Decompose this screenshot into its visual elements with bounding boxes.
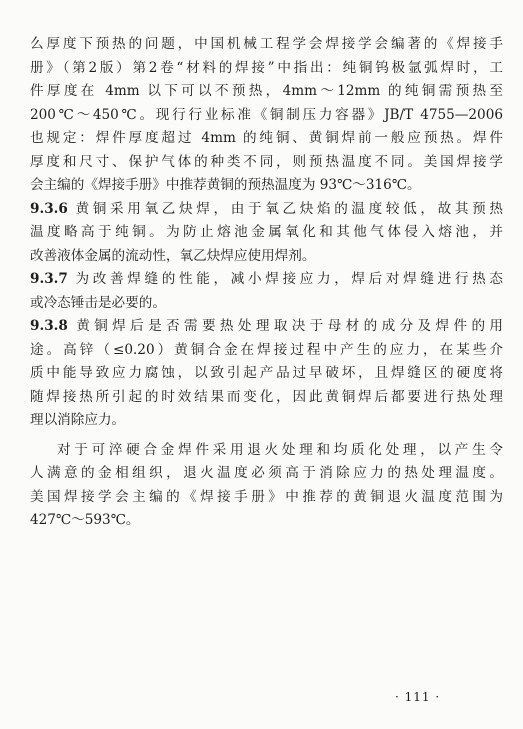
section-9-3-8 — [30, 315, 503, 433]
section-9-3-6 — [30, 198, 503, 269]
paragraph-preheat-thickness — [30, 33, 503, 198]
section-number: 9.3.6 — [30, 200, 68, 217]
text-line: 理以消除应力。 — [30, 412, 126, 428]
text-line: 厚度和尺寸、保护气体的种类不同，则预热温度不同。美国焊接学 — [30, 153, 503, 170]
text-line: 随焊接热所引起的时效结果而变化，因此黄铜焊后都要进行热处理 — [30, 388, 503, 405]
text-line: 人满意的金相组织，退火温度必须高于消除应力的热处理温度。 — [30, 465, 503, 481]
text-line: 也规定：焊件厚度超过 4mm 的纯铜、黄铜焊前一般应预热。焊件 — [30, 130, 503, 146]
text-line: 或冷态锤击是必要的。 — [30, 294, 166, 311]
paragraph-annealing — [30, 439, 503, 533]
text-line: 会主编的《焊接手册》中推荐黄铜的预热温度为 93℃～316℃。 — [30, 177, 421, 193]
section-number: 9.3.8 — [30, 318, 68, 334]
text-line: 改善液体金属的流动性，氧乙炔焊应使用焊剂。 — [30, 247, 316, 264]
section-9-3-7 — [30, 268, 503, 315]
text-line: 黄铜焊后是否需要热处理取决于母材的成分及焊件的用 — [71, 318, 503, 334]
text-line: 427℃～593℃。 — [30, 512, 140, 528]
main-text — [30, 33, 503, 533]
page-number: · 111 · — [395, 690, 441, 704]
text-line: 为改善焊缝的性能，减小焊接应力，焊后对焊缝进行热态 — [71, 271, 503, 287]
text-line: 途。高锌（≤0.20）黄铜合金在焊接过程中产生的应力，在某些介 — [30, 341, 503, 358]
text-line: 件厚度在 4mm 以下可以不预热，4mm～12mm 的纯铜需预热至 — [30, 83, 503, 99]
text-line: 么厚度下预热的问题，中国机械工程学会焊接学会编著的《焊接手 — [30, 36, 503, 52]
text-line: 质中能导致应力腐蚀，以致引起产品过早破坏，且焊缝区的硬度将 — [30, 365, 503, 381]
text-line: 温度略高于纯铜。为防止熔池金属氧化和其他气体侵入熔池，并 — [30, 224, 503, 240]
text-line: 册》（第2版）第2卷“材料的焊接”中指出：纯铜钨极氩弧焊时，工 — [30, 59, 503, 76]
text-line: 黄铜采用氧乙炔焊，由于氧乙炔焰的温度较低，故其预热 — [71, 200, 503, 217]
text-line: 200℃～450℃。现行行业标准《铜制压力容器》JB/T 4755—2006 — [30, 106, 503, 123]
section-number: 9.3.7 — [30, 271, 68, 287]
text-line: 对于可淬硬合金焊件采用退火处理和均质化处理，以产生令 — [57, 441, 503, 458]
text-line: 美国焊接学会主编的《焊接手册》中推荐的黄铜退火温度范围为 — [30, 488, 503, 505]
